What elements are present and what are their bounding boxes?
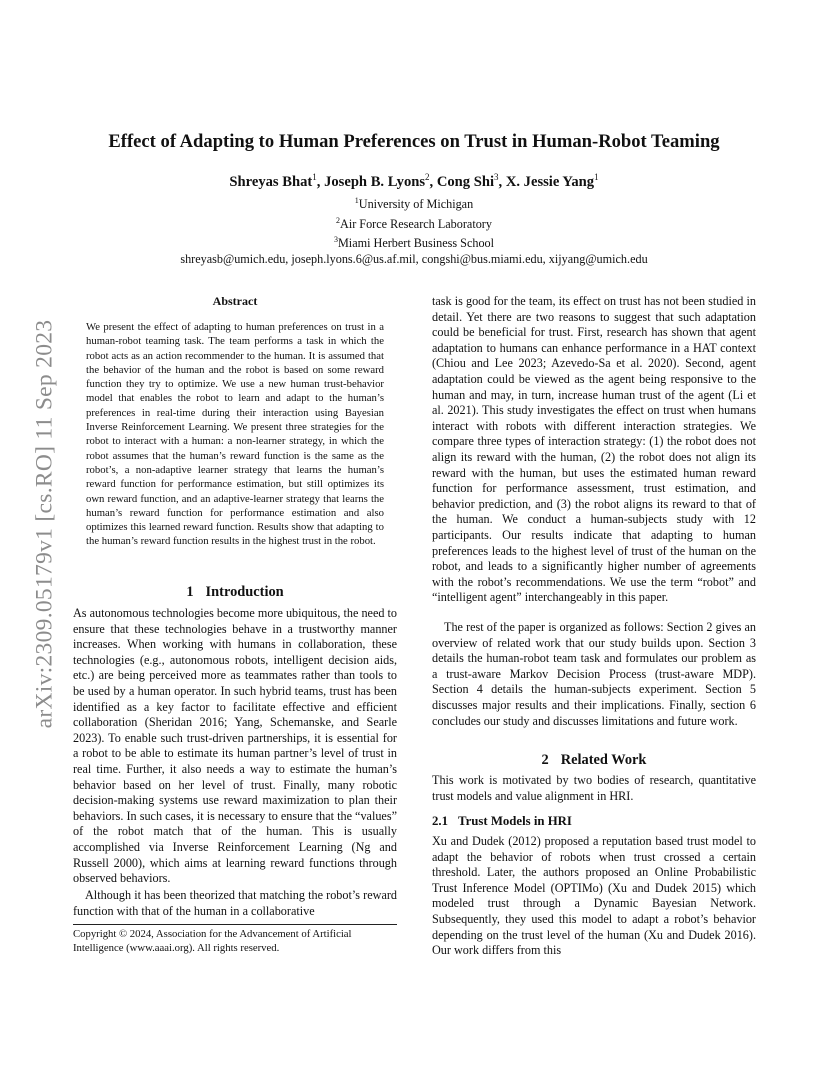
author-name: Cong Shi [436,173,495,190]
intro-paragraph-3: The rest of the paper is organized as follows: Section 2 gives an overview of related work that our study builds upon. Section 3 details the human-robot team task and formulates our problem as a trust-aware Markov Decision Process (trust-aware MDP). Section 4 details the human-subjects experiment. Section 5 discusses major results and their implications. Finally, section 6 concludes our study and discusses limitations and future work. [432,620,756,728]
section-number: 2 [541,752,549,768]
affiliation-number: 3 [333,235,338,245]
author-affiliation-mark: 2 [425,172,430,182]
intro-paragraph-2-continued: task is good for the team, its effect on trust has not been studied in detail. Yet there are two reasons to suggest that such adaptation could be beneficial for trust. First, research has shown that agent adaptation to humans can enhance performance in a HAT context (Chiou and Lee 2023; Azevedo-Sa et al. 2020). Second, agent adaptation could be viewed as the agent being responsive to the human and may, in turn, increase human trust of the agent (Li et al. 2021). This study investigates the effect on trust when humans interact with robots with different interaction strategies. We compare three types of interaction strategy: (1) the robot does not align its reward with the human, (2) the robot does not align its reward with the human, but uses the estimated human reward function for performance assessment, trust estimation, and behavior prediction, and (3) the robot aligns its reward to that of the human. We conduct a human-subjects study with 12 participants. Our results indicate that adapting to human preferences leads to the highest level of trust of the human on the robot, and leads to a significantly higher number of agreements with the robot’s recommendations. We use the term “robot” and “intelligent agent” interchangeably in this paper. [432,294,756,605]
author-name: X. Jessie Yang [505,173,595,190]
section-heading-related-work [432,752,756,769]
author-affiliation-mark: 3 [494,172,499,182]
affiliation-line [0,193,828,213]
affiliation-text: University of Michigan [358,197,474,212]
paper-title: Effect of Adapting to Human Preferences on Trust in Human-Robot Teaming [108,131,720,152]
abstract-heading: Abstract [212,294,258,308]
affiliation-number: 1 [354,196,359,205]
affiliation-line [0,232,828,252]
footnote-rule [73,924,397,925]
affiliation-text: Miami Herbert Business School [337,236,495,251]
author-list: Shreyas Bhat$^1$, Joseph B. Lyons$^2$, Cong Shi$^3$, X. Jessie Yang$^1$ [229,172,599,190]
subsection-heading-trust-models [432,814,756,829]
subsection-title: Trust Models in HRI [458,814,572,828]
copyright-footnote: Copyright © 2024, Association for the Advancement of Artificial Intelligence (www.aaai.org). All rights reserved. [73,928,352,954]
author-affiliation-mark: 1 [594,172,599,182]
section-heading-introduction [73,584,397,601]
arxiv-side-identifier [30,287,60,761]
section-title: Related Work [560,752,647,768]
section-title: Introduction [205,584,284,600]
author-emails: shreyasb@umich.edu, joseph.lyons.6@us.af.mil, congshi@bus.miami.edu, xijyang@umich.edu [180,251,648,266]
intro-paragraph-1: As autonomous technologies become more ubiquitous, the need to ensure that these technologies behave in a trustworthy manner increases. When working with humans in collaboration, these technologies (e.g., autonomous robots, intelligent decision aids, etc.) are being perceived more as teammates rather than tools to be used by a human operator. In such hybrid teams, trust has been identified as a key factor to facilitate effective and efficient collaboration (Sheridan 2016; Yang, Schemanske, and Searle 2023). To enable such trust-driven partnerships, it is essential for a robot to be able to estimate its human partner’s level of trust in real time. Further, it also needs a way to estimate the human’s behavior based on her level of trust. Finally, many robotic decision-making systems use reward maximization to plan their behaviors. In such cases, it is necessary to ensure that the “values” of the robot match that of the human. This is usually accomplished via Inverse Reinforcement Learning (Ng and Russell 2000), which aims at learning reward functions through observed behaviors. [73,606,397,886]
intro-paragraph-2-start: Although it has been theorized that matching the robot’s reward function with that of the human in a collaborative [73,888,397,918]
affiliation-number: 2 [336,215,341,225]
arxiv-id-text: arXiv:2309.05179v1 [cs.RO] 11 Sep 2023 [31,319,58,729]
related-work-paragraph-1: This work is motivated by two bodies of research, quantitative trust models and value alignment in HRI. [432,773,756,803]
author-affiliation-mark: 1 [312,172,317,182]
abstract-text: We present the effect of adapting to human preferences on trust in a human-robot teaming task. The team performs a task in which the robot acts as an action recommender to the human. It is assumed that the behavior of the human and the robot is based on some reward function they try to optimize. We use a new human trust-behavior model that enables the robot to learn and adapt to the human’s preferences in real-time during their interaction using Bayesian Inverse Reinforcement Learning. We present three strategies for the robot to interact with a human: a non-learner strategy, in which the robot assumes that the human’s reward function is the same as the robot’s, a non-adaptive learner strategy that learns the human’s reward function for performance estimation, but still optimizes its own reward function, and an adaptive-learner strategy that learns the human’s reward function for performance estimation and also optimizes this learned reward function. Results show that adapting to the human’s reward function results in the highest trust in the robot. [86,321,384,548]
affiliation-text: Air Force Research Laboratory [340,216,492,231]
affiliation-line [0,213,828,233]
author-name: Shreyas Bhat [229,173,313,190]
subsection-number: 2.1 [432,814,448,828]
author-name: Joseph B. Lyons [324,173,426,190]
affiliation-block [0,193,828,268]
trust-models-paragraph-1: Xu and Dudek (2012) proposed a reputation based trust model to adapt the behavior of robots when trust crossed a certain threshold. Later, the authors proposed an Online Probabilistic Trust Inference Model (OPTIMo) (Xu and Dudek 2015) which modeled trust through a Dynamic Bayesian Network. Subsequently, they used this model to adapt a robot’s behavior depending on the trust level of the human (Xu and Dudek 2016). Our work differs from this [432,834,756,958]
section-number: 1 [186,584,194,600]
